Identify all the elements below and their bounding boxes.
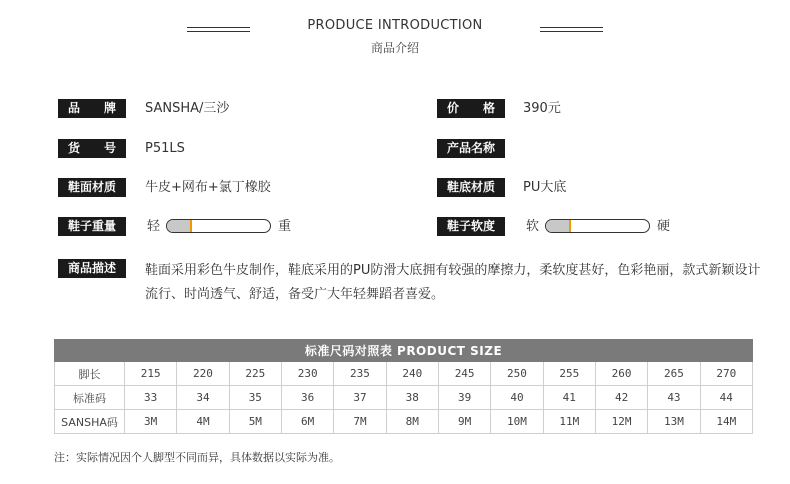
weight-high-label: 重 xyxy=(278,219,292,234)
table-cell: 250 xyxy=(491,362,543,386)
table-cell: 12M xyxy=(595,410,647,434)
product-name-label: 产品名称 xyxy=(437,139,505,158)
table-cell: 43 xyxy=(648,386,700,410)
upper-material-label: 鞋面材质 xyxy=(58,178,126,197)
table-cell: 35 xyxy=(229,386,281,410)
table-cell: 13M xyxy=(648,410,700,434)
table-cell: 230 xyxy=(281,362,333,386)
table-cell: 34 xyxy=(177,386,229,410)
description-label: 商品描述 xyxy=(58,259,126,278)
table-cell: 255 xyxy=(543,362,595,386)
table-cell: 39 xyxy=(438,386,490,410)
table-cell: 36 xyxy=(281,386,333,410)
softness-gauge-fill xyxy=(546,220,569,232)
table-cell: 265 xyxy=(648,362,700,386)
table-cell: 37 xyxy=(334,386,386,410)
size-table-title: 标准尺码对照表 PRODUCT SIZE xyxy=(55,340,753,362)
price-label: 价 格 xyxy=(437,99,505,118)
section-title-en: PRODUCE INTRODUCTION xyxy=(307,18,483,33)
table-cell: 40 xyxy=(491,386,543,410)
weight-gauge xyxy=(166,219,271,233)
item-number-value: P51LS xyxy=(145,141,185,156)
table-row xyxy=(55,410,753,434)
table-cell: 225 xyxy=(229,362,281,386)
table-cell: 7M xyxy=(334,410,386,434)
table-cell: 10M xyxy=(491,410,543,434)
softness-low-label: 软 xyxy=(526,219,540,234)
table-cell: 44 xyxy=(700,386,752,410)
table-cell: 240 xyxy=(386,362,438,386)
table-row xyxy=(55,386,753,410)
weight-gauge-marker xyxy=(190,220,192,232)
table-cell: 8M xyxy=(386,410,438,434)
table-cell: 220 xyxy=(177,362,229,386)
weight-label: 鞋子重量 xyxy=(58,217,126,236)
upper-material-value: 牛皮+网布+氯丁橡胶 xyxy=(145,180,271,195)
table-cell: 9M xyxy=(438,410,490,434)
table-cell: 41 xyxy=(543,386,595,410)
weight-gauge-fill xyxy=(167,220,190,232)
size-table xyxy=(54,339,753,434)
table-cell: 11M xyxy=(543,410,595,434)
brand-value: SANSHA/三沙 xyxy=(145,101,230,116)
table-cell: 3M xyxy=(125,410,177,434)
table-row xyxy=(55,362,753,386)
row-header: SANSHA码 xyxy=(55,410,125,434)
weight-low-label: 轻 xyxy=(147,219,161,234)
sole-material-label: 鞋底材质 xyxy=(437,178,505,197)
footnote: 注：实际情况因个人脚型不同而异，具体数据以实际为准。 xyxy=(54,451,340,464)
table-cell: 33 xyxy=(125,386,177,410)
table-cell: 235 xyxy=(334,362,386,386)
row-header: 脚长 xyxy=(55,362,125,386)
table-cell: 5M xyxy=(229,410,281,434)
softness-high-label: 硬 xyxy=(657,219,671,234)
row-header: 标准码 xyxy=(55,386,125,410)
section-title-cn: 商品介绍 xyxy=(370,41,419,55)
table-cell: 4M xyxy=(177,410,229,434)
table-cell: 14M xyxy=(700,410,752,434)
brand-label: 品 牌 xyxy=(58,99,126,118)
table-cell: 245 xyxy=(438,362,490,386)
softness-gauge-marker xyxy=(569,220,571,232)
table-cell: 6M xyxy=(281,410,333,434)
softness-gauge xyxy=(545,219,650,233)
table-cell: 42 xyxy=(595,386,647,410)
description-text: 鞋面采用彩色牛皮制作，鞋底采用的PU防滑大底拥有较强的摩擦力，柔软度甚好，色彩艳丽，款式新颖设计流行、时尚透气、舒适，备受广大年轻舞蹈者喜爱。 xyxy=(145,263,761,302)
table-cell: 260 xyxy=(595,362,647,386)
table-cell: 215 xyxy=(125,362,177,386)
sole-material-value: PU大底 xyxy=(523,180,567,195)
price-value: 390元 xyxy=(523,101,561,116)
softness-label: 鞋子软度 xyxy=(437,217,505,236)
table-cell: 270 xyxy=(700,362,752,386)
table-cell: 38 xyxy=(386,386,438,410)
item-number-label: 货 号 xyxy=(58,139,126,158)
